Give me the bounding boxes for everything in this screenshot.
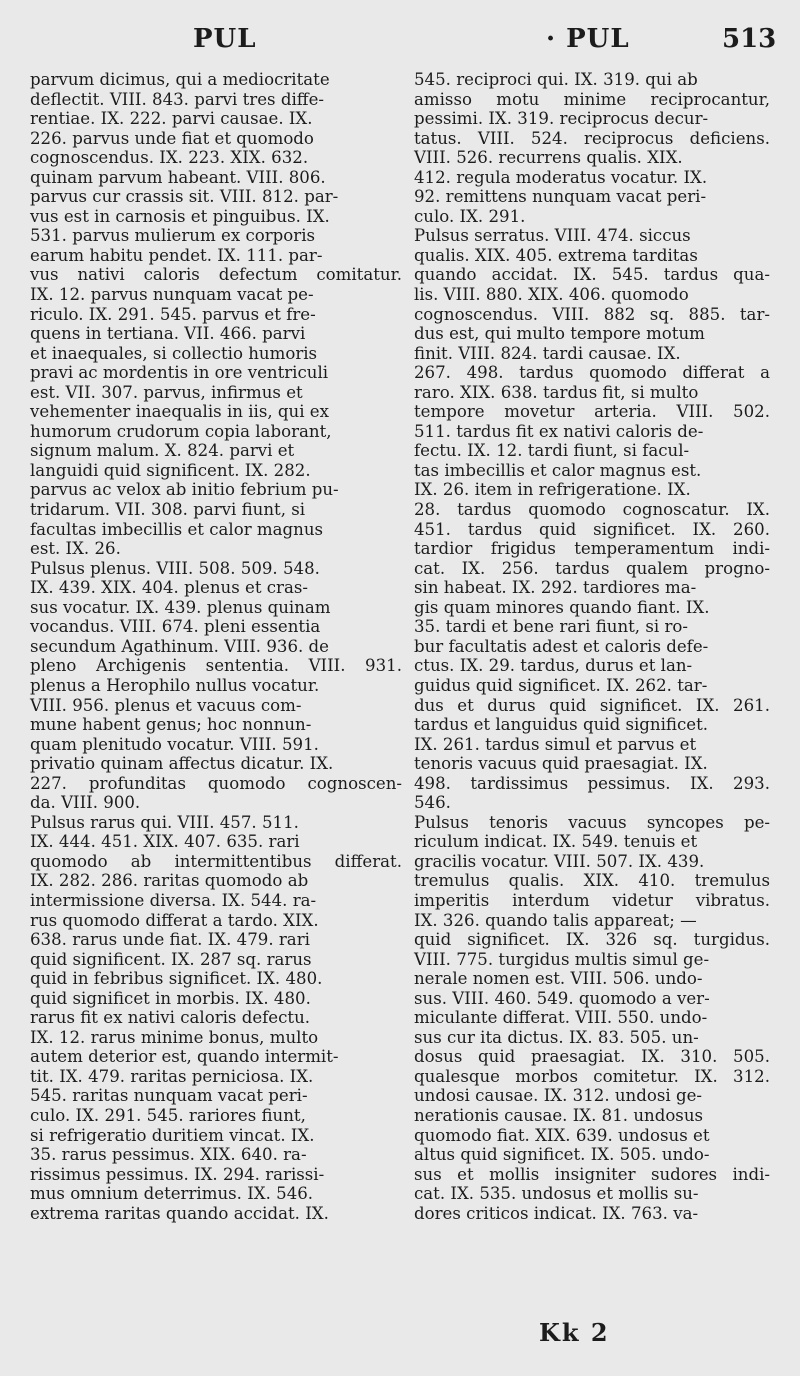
text-line: 511. tardus fit ex nativi caloris de- xyxy=(414,421,704,441)
text-line: 545. raritas nunquam vacat peri- xyxy=(30,1086,308,1106)
text-line: plenus a Herophilo nullus vocatur. xyxy=(30,675,320,695)
running-head-left: PUL xyxy=(193,24,257,54)
text-line: culo. IX. 291. 545. rariores fiunt, xyxy=(30,1105,306,1125)
text-line: est. IX. 26. xyxy=(30,539,121,559)
text-line: dores criticos indicat. IX. 763. va- xyxy=(414,1203,699,1223)
text-line: vocandus. VIII. 674. pleni essentia xyxy=(30,617,321,637)
text-line: tremulus qualis. XIX. 410. tremulus xyxy=(414,871,770,891)
text-line: rus quomodo differat a tardo. XIX. xyxy=(30,910,319,930)
text-line: lis. VIII. 880. XIX. 406. quomodo xyxy=(414,285,689,305)
text-line: deflectit. VIII. 843. parvi tres diffe- xyxy=(30,89,324,109)
text-line: quomodo ab intermittentibus differat. xyxy=(30,851,402,871)
text-line: IX. 326. quando talis appareat; — xyxy=(414,910,697,930)
text-line: tit. IX. 479. raritas perniciosa. IX. xyxy=(30,1066,314,1086)
text-line: guidus quid significet. IX. 262. tar- xyxy=(414,675,708,695)
text-line: IX. 12. parvus nunquam vacat pe- xyxy=(30,285,314,305)
text-line: da. VIII. 900. xyxy=(30,793,141,813)
text-line: 227. profunditas quomodo cognoscen- xyxy=(30,773,402,793)
text-line: tas imbecillis et calor magnus est. xyxy=(414,460,702,480)
text-line: vus nativi caloris defectum comitatur. xyxy=(30,265,402,285)
text-line: pleno Archigenis sententia. VIII. 931. xyxy=(30,656,402,676)
text-line: est. VII. 307. parvus, infirmus et xyxy=(30,382,303,402)
left-text-column xyxy=(30,70,402,1223)
text-line: riculo. IX. 291. 545. parvus et fre- xyxy=(30,304,316,324)
text-line: 35. tardi et bene rari fiunt, si ro- xyxy=(414,617,688,637)
text-line: earum habitu pendet. IX. 111. par- xyxy=(30,245,323,265)
signature-mark: Kk 2 xyxy=(539,1318,610,1347)
text-line: finit. VIII. 824. tardi causae. IX. xyxy=(414,343,681,363)
text-line: altus quid significet. IX. 505. undo- xyxy=(414,1145,710,1165)
text-line: pravi ac mordentis in ore ventriculi xyxy=(30,363,329,383)
text-line: undosi causae. IX. 312. undosi ge- xyxy=(414,1086,703,1106)
text-line: rissimus pessimus. IX. 294. rarissi- xyxy=(30,1164,325,1184)
page-number: 513 xyxy=(722,24,777,54)
text-line: tardior frigidus temperamentum indi- xyxy=(414,539,770,559)
text-line: culo. IX. 291. xyxy=(414,206,526,226)
running-head-right: · PUL xyxy=(546,24,630,54)
text-line: quid in febribus significet. IX. 480. xyxy=(30,969,323,989)
text-line: 267. 498. tardus quomodo differat a xyxy=(414,363,770,383)
text-line: 531. parvus mulierum ex corporis xyxy=(30,226,316,246)
text-line: tatus. VIII. 524. reciprocus deficiens. xyxy=(414,128,770,148)
text-line: 638. rarus unde fiat. IX. 479. rari xyxy=(30,930,310,950)
text-line: qualis. XIX. 405. extrema tarditas xyxy=(414,245,698,265)
text-line: languidi quid significent. IX. 282. xyxy=(30,460,311,480)
text-line: quid significet. IX. 326 sq. turgidus. xyxy=(414,930,770,950)
text-line: extrema raritas quando accidat. IX. xyxy=(30,1203,329,1223)
text-line: IX. 444. 451. XIX. 407. 635. rari xyxy=(30,832,300,852)
text-line: miculante differat. VIII. 550. undo- xyxy=(414,1008,708,1028)
text-line: dosus quid praesagiat. IX. 310. 505. xyxy=(414,1047,770,1067)
text-line: cognoscendus. IX. 223. XIX. 632. xyxy=(30,148,309,168)
text-line: humorum crudorum copia laborant, xyxy=(30,421,332,441)
text-line: 35. rarus pessimus. XIX. 640. ra- xyxy=(30,1145,307,1165)
text-line: quinam parvum habeant. VIII. 806. xyxy=(30,167,326,187)
text-line: 545. reciproci qui. IX. 319. qui ab xyxy=(414,70,698,89)
text-line: gracilis vocatur. VIII. 507. IX. 439. xyxy=(414,851,705,871)
text-line: intermissione diversa. IX. 544. ra- xyxy=(30,890,317,910)
text-line: nerationis causae. IX. 81. undosus xyxy=(414,1105,704,1125)
text-line: 412. regula moderatus vocatur. IX. xyxy=(414,167,708,187)
text-line: vehementer inaequalis in iis, qui ex xyxy=(30,402,329,422)
text-line: sus et mollis insigniter sudores indi- xyxy=(414,1164,770,1184)
text-line: Pulsus tenoris vacuus syncopes pe- xyxy=(414,812,770,832)
text-line: cat. IX. 256. tardus qualem progno- xyxy=(414,558,770,578)
text-line: privatio quinam affectus dicatur. IX. xyxy=(30,754,334,774)
text-line: VIII. 526. recurrens qualis. XIX. xyxy=(414,148,683,168)
text-line: 546. xyxy=(414,793,451,813)
text-line: 28. tardus quomodo cognoscatur. IX. xyxy=(414,500,770,520)
text-line: si refrigeratio duritiem vincat. IX. xyxy=(30,1125,315,1145)
text-line: tenoris vacuus quid praesagiat. IX. xyxy=(414,754,708,774)
text-line: secundum Agathinum. VIII. 936. de xyxy=(30,636,330,656)
text-line: IX. 26. item in refrigeratione. IX. xyxy=(414,480,691,500)
text-line: gis quam minores quando fiant. IX. xyxy=(414,597,710,617)
text-line: signum malum. X. 824. parvi et xyxy=(30,441,295,461)
text-line: tardus et languidus quid significet. xyxy=(414,715,709,735)
text-line: quens in tertiana. VII. 466. parvi xyxy=(30,324,306,344)
text-line: rarus fit ex nativi caloris defectu. xyxy=(30,1008,311,1028)
text-line: dus est, qui multo tempore motum xyxy=(414,324,705,344)
text-line: et inaequales, si collectio humoris xyxy=(30,343,318,363)
text-line: quam plenitudo vocatur. VIII. 591. xyxy=(30,734,319,754)
text-line: cat. IX. 535. undosus et mollis su- xyxy=(414,1184,699,1204)
text-line: autem deterior est, quando intermit- xyxy=(30,1047,339,1067)
text-line: imperitis interdum videtur vibratus. xyxy=(414,890,770,910)
text-line: bur facultatis adest et caloris defe- xyxy=(414,636,709,656)
text-line: VIII. 775. turgidus multis simul ge- xyxy=(414,949,710,969)
text-line: IX. 282. 286. raritas quomodo ab xyxy=(30,871,309,891)
text-line: tempore movetur arteria. VIII. 502. xyxy=(414,402,770,422)
text-line: parvum dicimus, qui a mediocritate xyxy=(30,70,330,89)
text-line: sin habeat. IX. 292. tardiores ma- xyxy=(414,578,697,598)
text-line: rentiae. IX. 222. parvi causae. IX. xyxy=(30,109,313,129)
text-line: quid significet in morbis. IX. 480. xyxy=(30,988,311,1008)
text-line: mus omnium deterrimus. IX. 546. xyxy=(30,1184,314,1204)
text-line: raro. XIX. 638. tardus fit, si multo xyxy=(414,382,699,402)
text-line: quid significent. IX. 287 sq. rarus xyxy=(30,949,312,969)
text-line: 451. tardus quid significet. IX. 260. xyxy=(414,519,770,539)
text-line: quando accidat. IX. 545. tardus qua- xyxy=(414,265,770,285)
text-line: tridarum. VII. 308. parvi fiunt, si xyxy=(30,500,306,520)
text-line: ctus. IX. 29. tardus, durus et lan- xyxy=(414,656,693,676)
text-line: fectu. IX. 12. tardi fiunt, si facul- xyxy=(414,441,690,461)
text-line: 498. tardissimus pessimus. IX. 293. xyxy=(414,773,770,793)
text-line: 92. remittens nunquam vacat peri- xyxy=(414,187,707,207)
text-line: cognoscendus. VIII. 882 sq. 885. tar- xyxy=(414,304,770,324)
text-line: amisso motu minime reciprocantur, xyxy=(414,89,770,109)
text-line: Pulsus plenus. VIII. 508. 509. 548. xyxy=(30,558,320,578)
text-line: 226. parvus unde fiat et quomodo xyxy=(30,128,314,148)
text-line: mune habent genus; hoc nonnun- xyxy=(30,715,312,735)
right-text-column xyxy=(414,70,770,1223)
text-line: dus et durus quid significet. IX. 261. xyxy=(414,695,770,715)
text-line: parvus ac velox ab initio febrium pu- xyxy=(30,480,339,500)
text-line: quomodo fiat. XIX. 639. undosus et xyxy=(414,1125,710,1145)
text-line: vus est in carnosis et pinguibus. IX. xyxy=(30,206,330,226)
text-line: riculum indicat. IX. 549. tenuis et xyxy=(414,832,698,852)
text-line: sus. VIII. 460. 549. quomodo a ver- xyxy=(414,988,710,1008)
text-line: sus vocatur. IX. 439. plenus quinam xyxy=(30,597,331,617)
text-line: Pulsus serratus. VIII. 474. siccus xyxy=(414,226,691,246)
text-line: parvus cur crassis sit. VIII. 812. par- xyxy=(30,187,339,207)
text-line: qualesque morbos comitetur. IX. 312. xyxy=(414,1066,770,1086)
text-line: IX. 261. tardus simul et parvus et xyxy=(414,734,697,754)
text-line: IX. 439. XIX. 404. plenus et cras- xyxy=(30,578,309,598)
text-line: IX. 12. rarus minime bonus, multo xyxy=(30,1027,319,1047)
text-line: sus cur ita dictus. IX. 83. 505. un- xyxy=(414,1027,699,1047)
text-line: facultas imbecillis et calor magnus xyxy=(30,519,324,539)
text-line: nerale nomen est. VIII. 506. undo- xyxy=(414,969,703,989)
text-line: Pulsus rarus qui. VIII. 457. 511. xyxy=(30,812,299,832)
text-line: VIII. 956. plenus et vacuus com- xyxy=(30,695,302,715)
text-line: pessimi. IX. 319. reciprocus decur- xyxy=(414,109,709,129)
